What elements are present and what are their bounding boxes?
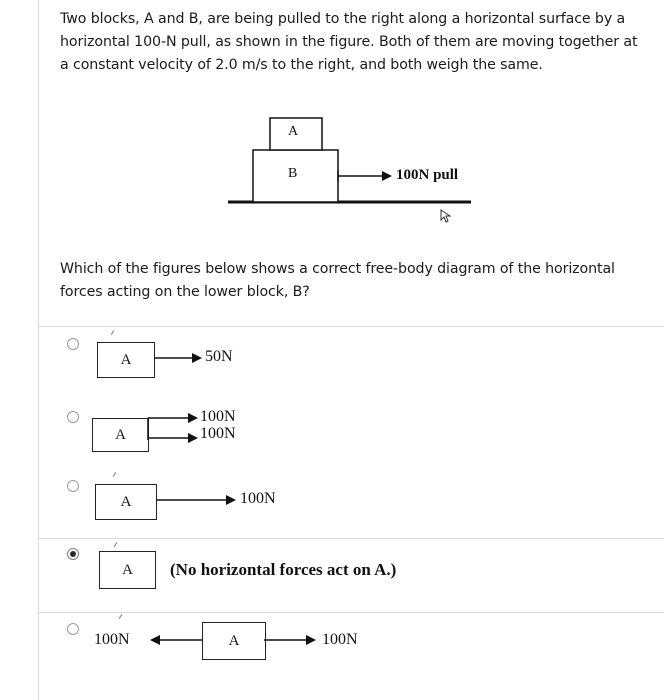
option-5-label-right: 100N: [322, 631, 358, 648]
option-3-label: 100N: [240, 490, 276, 507]
option-2-block: A: [92, 418, 149, 452]
option-5-block: A: [202, 622, 266, 660]
option-3-block: A: [95, 484, 157, 520]
option-5-label-left: 100N: [94, 631, 130, 648]
option-4-label: (No horizontal forces act on A.): [170, 560, 397, 579]
option-2-label-top: 100N: [200, 408, 236, 425]
pull-label: 100N pull: [396, 167, 459, 183]
question-prompt: Which of the figures below shows a correct free-body diagram of the horizontal forces acting on the lower block, B?: [60, 261, 615, 300]
option-2-label-bottom: 100N: [200, 425, 236, 442]
block-b-label: B: [288, 166, 298, 181]
block-a-label: A: [288, 124, 299, 139]
option-1-label: 50N: [205, 348, 233, 365]
option-1-block: A: [97, 342, 155, 378]
option-4-block: A: [99, 551, 156, 589]
question-intro: Two blocks, A and B, are being pulled to the right along a horizontal surface by a horizontal 100-N pull, as shown in the figure. Both of them are moving together at a constant velocity of 2.0 m/s to the right, and both weigh the same.: [60, 11, 638, 73]
